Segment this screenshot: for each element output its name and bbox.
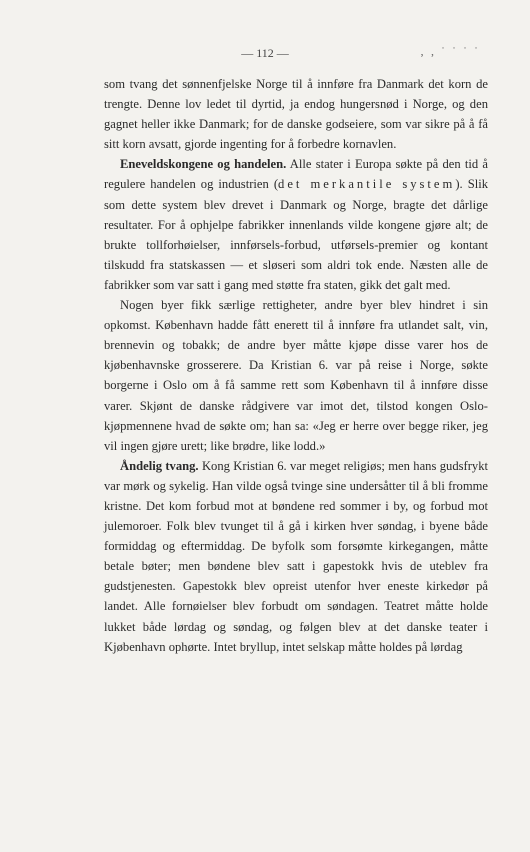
- section-heading-enevelde: Eneveldskongene og handelen.: [120, 157, 287, 172]
- paragraph-4: [104, 456, 488, 657]
- paragraph-3: Nogen byer fikk særlige rettigheter, andre byer blev hindret i sin opkomst. København hadde fått enerett til å innføre fra utlandet salt, vin, brennevin og tobakk; de andre byer måtte kjøpe disse varer hos de kjøbenhavnske grosserere. Da Kristian 6. var på reise i Norge, søkte borgerne i Oslo om å få samme rett som København til å innføre disse varer. Skjønt de danske rådgivere var imot det, tilstod kongen Oslo-kjøpmennene hvad de søkte om; han sa: «Jeg er herre over begge riker, jeg vil ingen gjøre urett; like brødre, like lodd.»: [104, 298, 488, 453]
- page-number: — 112 —: [241, 46, 289, 60]
- spaced-term: det merkantile system: [278, 177, 456, 192]
- paragraph-4-text: Kong Kristian 6. var meget religiøs; men hans gudsfrykt var mørk og sykelig. Han vilde også tvinge sine undersåtter til å bli fromme kristne. Det kom forbud mot at bøndene red sommer i by, og forbud mot julemoroer. Folk blev tvunget til å gå i kirken hver søndag, i byene både formiddag og eftermiddag. De byfolk som forsømte kirkegangen, måtte betale bøter; men bøndene blev satt i gapestokk hvis de uteblev fra gudstjenesten. Gapestokk blev opreist utenfor hver eneste kirkedør på landet. Alle fornøielser blev forbudt om søndagen. Teatret måtte holde lukket både lørdag og søndag, og følgen blev at det danske teater i Kjøbenhavn ophørte. Intet bryllup, intet selskap måtte holdes på lørdag: [104, 458, 488, 654]
- section-heading-andelig-tvang: Åndelig tvang.: [120, 458, 199, 473]
- paragraph-1: som tvang det sønnenfjelske Norge til å innføre fra Danmark det korn de trengte. Denne lov ledet til dyrtid, ja endog hungersnød i Norge, og den gagnet heller ikke Danmark; for de danske godseiere, som var sikre på å få sitt korn avsatt, gjorde ingenting for å forbedre kornavlen.: [104, 77, 488, 152]
- text-body: [104, 74, 488, 657]
- paragraph-2: [104, 154, 488, 295]
- paragraph-2-text-before: Alle stater i Europa søkte på den tid å regulere handelen og industrien (: [104, 157, 488, 192]
- corner-marks: ‚ , ˙ ˙ ˙ ˙: [420, 44, 480, 58]
- paragraph-2-text-after: ). Slik som dette system blev drevet i Danmark og Norge, bragte det dårlige resultater. For å ophjelpe fabrikker innenlands vilde kongene gjøre alt; de brukte tollforhøielser, innførsels-forbud, utførsels-premier og kontant tilskudd fra statskassen — et sløseri som aldri tok ende. Næsten alle de fabrikker som var satt i gang med støtte fra staten, gikk det galt med.: [104, 177, 488, 292]
